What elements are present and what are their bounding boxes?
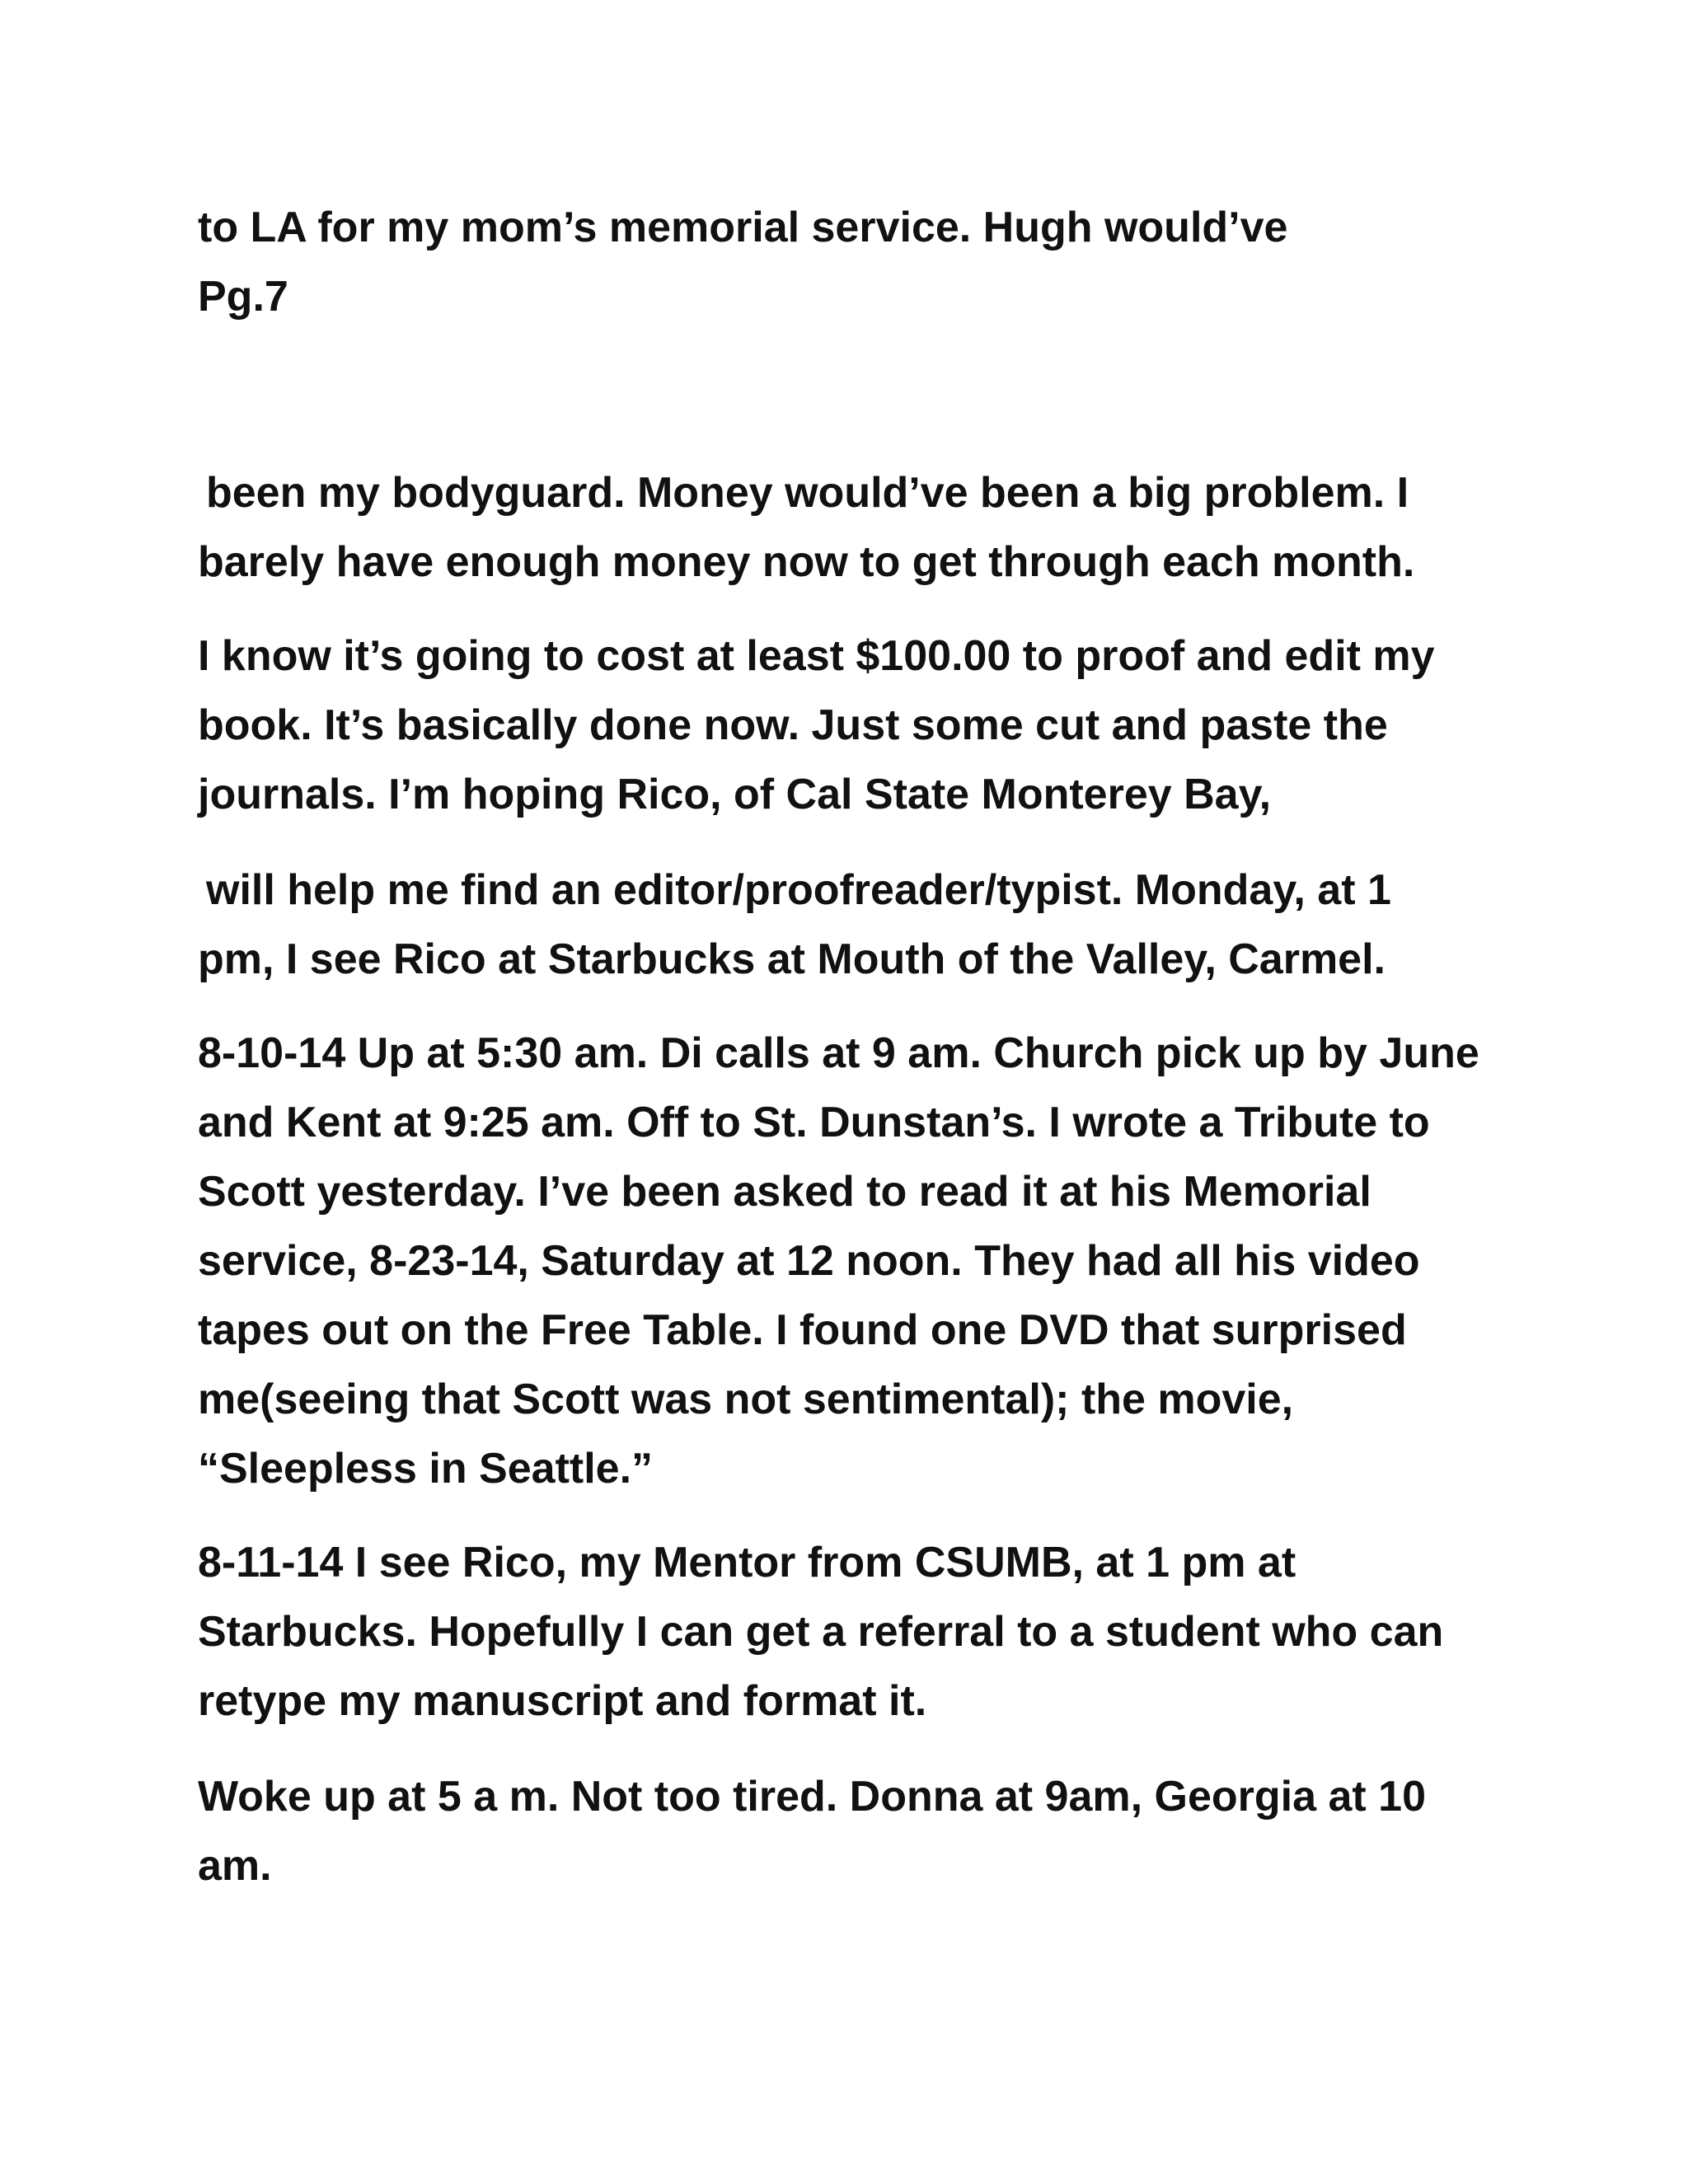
paragraph-3-line-1: will help me find an editor/proofreader/typist. Monday, at 1: [206, 866, 1391, 914]
paragraph-5-line-2: Starbucks. Hopefully I can get a referral to a student who can: [198, 1608, 1444, 1656]
paragraph-2-line-3: journals. I’m hoping Rico, of Cal State Monterey Bay,: [198, 771, 1272, 818]
paragraph-4-line-6: me(seeing that Scott was not sentimental); the movie,: [198, 1376, 1294, 1423]
paragraph-2-line-2: book. It’s basically done now. Just some cut and paste the: [198, 701, 1388, 749]
paragraph-4-line-7: “Sleepless in Seattle.”: [198, 1445, 654, 1493]
page-number: Pg.7: [198, 273, 288, 321]
paragraph-5-line-1: 8-11-14 I see Rico, my Mentor from CSUMB, at 1 pm at: [198, 1539, 1296, 1586]
paragraph-6-line-1: Woke up at 5 a m. Not too tired. Donna at 9am, Georgia at 10: [198, 1773, 1426, 1821]
paragraph-4-line-2: and Kent at 9:25 am. Off to St. Dunstan’s. I wrote a Tribute to: [198, 1099, 1430, 1146]
paragraph-3-line-2: pm, I see Rico at Starbucks at Mouth of the Valley, Carmel.: [198, 935, 1386, 983]
paragraph-2-line-1: I know it’s going to cost at least $100.00 to proof and edit my: [198, 632, 1435, 680]
paragraph-4-line-4: service, 8-23-14, Saturday at 12 noon. They had all his video: [198, 1237, 1420, 1285]
paragraph-5-line-3: retype my manuscript and format it.: [198, 1677, 927, 1725]
paragraph-4-line-3: Scott yesterday. I’ve been asked to read it at his Memorial: [198, 1168, 1372, 1216]
paragraph-1-line-1: been my bodyguard. Money would’ve been a big problem. I: [206, 469, 1409, 517]
paragraph-4-line-5: tapes out on the Free Table. I found one DVD that surprised: [198, 1306, 1407, 1354]
paragraph-1-line-2: barely have enough money now to get through each month.: [198, 538, 1415, 586]
header-line: to LA for my mom’s memorial service. Hugh would’ve: [198, 204, 1288, 251]
paragraph-4-line-1: 8-10-14 Up at 5:30 am. Di calls at 9 am. Church pick up by June: [198, 1029, 1479, 1077]
paragraph-6-line-2: am.: [198, 1842, 272, 1890]
